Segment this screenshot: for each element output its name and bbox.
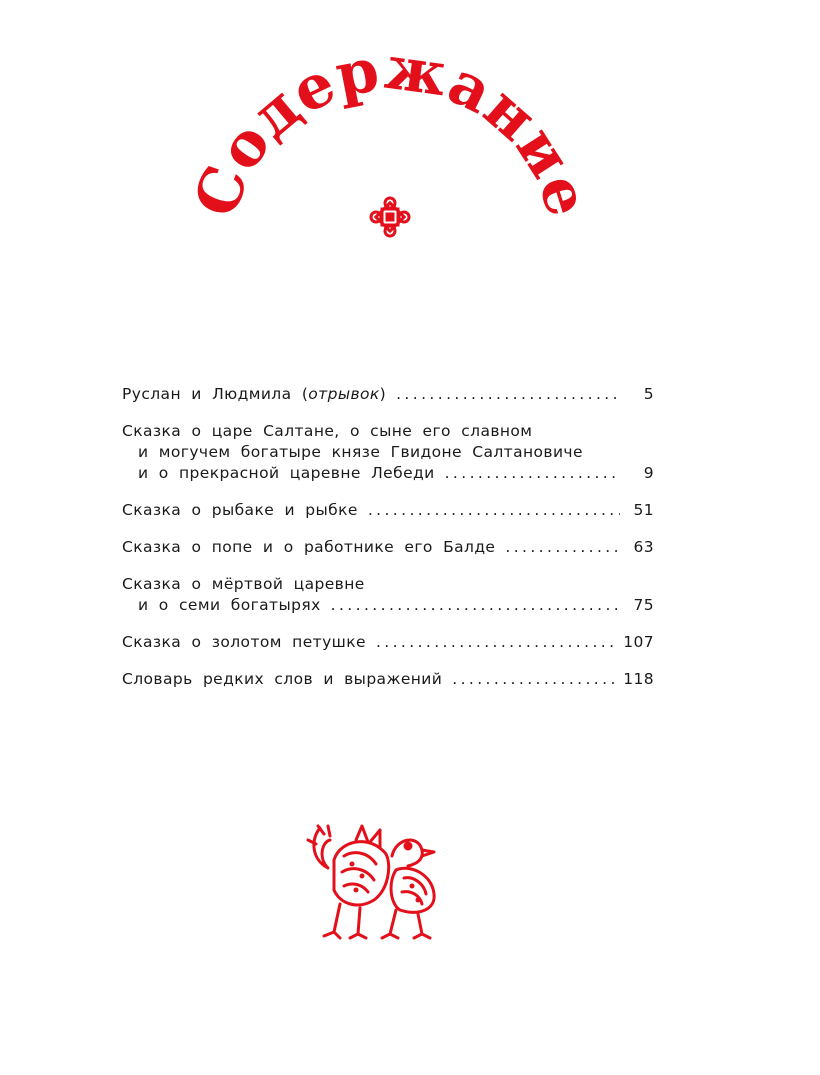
toc-line <box>122 421 654 442</box>
page-number: 51 <box>633 501 654 519</box>
title-arc-text: Содержание <box>180 32 603 226</box>
leader-dots <box>445 463 620 484</box>
leader-dots <box>331 595 620 616</box>
toc-entry-title: и о семи богатырях <box>138 596 321 614</box>
toc-title-part: Руслан и Людмила ( <box>122 385 309 403</box>
page-number: 107 <box>623 633 654 651</box>
toc-line <box>122 463 654 484</box>
toc-line <box>122 537 654 558</box>
knot-ornament-icon <box>371 198 409 236</box>
toc-entry-title: Сказка о мёртвой царевне <box>122 575 365 593</box>
leader-dots <box>452 669 617 690</box>
leader-dots <box>368 500 620 521</box>
toc-line <box>122 595 654 616</box>
toc-entry-rybak[interactable] <box>122 500 654 521</box>
page-title <box>0 0 820 300</box>
toc-entry-title <box>122 384 386 405</box>
leader-dots <box>505 537 620 558</box>
toc-entry-petushok[interactable] <box>122 632 654 653</box>
page-number: 9 <box>643 464 654 482</box>
toc-entry-title: Сказка о попе и о работнике его Балде <box>122 538 496 556</box>
toc-entry-ruslan[interactable] <box>122 384 654 405</box>
leader-dots <box>376 632 617 653</box>
leader-dots <box>396 384 620 405</box>
toc-line <box>122 384 654 405</box>
toc-entry-slovar[interactable] <box>122 669 654 690</box>
toc-line <box>122 669 654 690</box>
toc-entry-tsarevna[interactable] <box>122 574 654 616</box>
toc-entry-title: Словарь редких слов и выражений <box>122 670 443 688</box>
toc-title-italic: отрывок <box>308 385 380 403</box>
griffin-bird-ornament-icon <box>300 820 450 945</box>
toc-entry-balda[interactable] <box>122 537 654 558</box>
toc-line <box>122 442 654 463</box>
toc-entry-title: Сказка о царе Салтане, о сыне его славном <box>122 422 533 440</box>
toc-line <box>122 500 654 521</box>
toc-line <box>122 574 654 595</box>
toc-entry-title: Сказка о рыбаке и рыбке <box>122 501 358 519</box>
toc-entry-title: и о прекрасной царевне Лебеди <box>138 464 435 482</box>
table-of-contents <box>122 384 654 706</box>
toc-entry-title: Сказка о золотом петушке <box>122 633 366 651</box>
page-number: 63 <box>633 538 654 556</box>
page-number: 75 <box>633 596 654 614</box>
title-text <box>181 33 603 226</box>
page-number: 118 <box>623 670 654 688</box>
toc-entry-saltan[interactable] <box>122 421 654 484</box>
toc-title-tail: ) <box>379 385 387 403</box>
toc-entry-title: и могучем богатыре князе Гвидоне Салтановиче <box>138 443 583 461</box>
toc-line <box>122 632 654 653</box>
page-number: 5 <box>643 385 654 403</box>
